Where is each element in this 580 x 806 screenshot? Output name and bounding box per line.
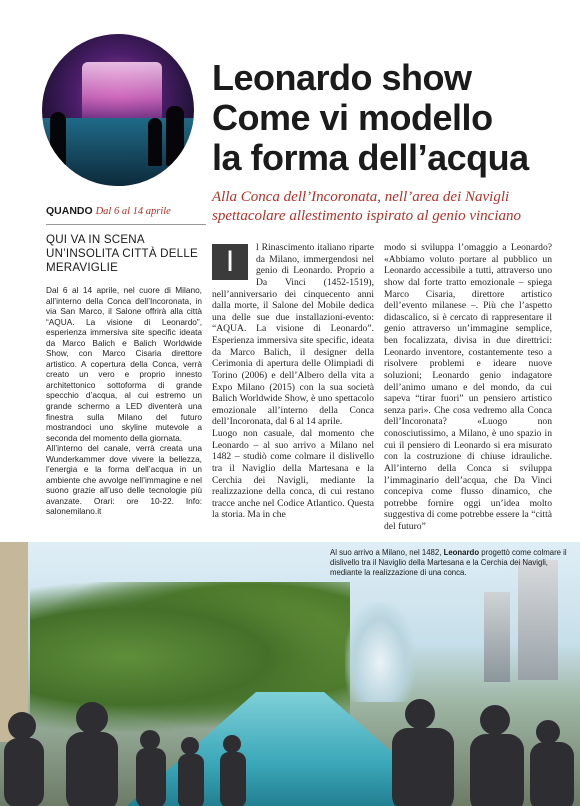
article-paragraph: modo si sviluppa l’omaggio a Leonardo? «Abbiamo voluto portare al pubblico un Leonardo accessibile a tutti, attraverso uno show dal forte tratto emozionale – spiega Marco Cisaria, direttore artistico dell’evento milanese –. Più che l’aspetto didascalico, si è cercato di rappresentare il genio attraverso un’immagine semplice, ben focalizzata, divisa in due direttrici: Leonardo inventore, costantemente teso a risolvere problemi e ideare nuove soluzioni; Leonardo genio indagatore dell’animo umano e del mondo, da cui sapeva “tirar fuori” un pensiero artistico senza pari». Che cosa vedremo alla Conca dell’Incoronata? «Luogo non conosciutissimo, a Milano, è uno spazio in cui il pensiero di Leonardo si era misurato con la costruzione di chiuse idrauliche. All’interno della Conca si sviluppa l’immaginario dell’acqua, che Da Vinci concepiva come flusso dinamico, che potrebbe fornire oggi un’idea molto suggestiva di come potrebbe essere la “città del futuro”: [384, 242, 552, 532]
article-headline: [212, 58, 567, 178]
skyscraper: [484, 592, 510, 682]
when-value: Dal 6 al 14 aprile: [95, 206, 171, 217]
naviglio-rendering-image: [0, 542, 580, 806]
caption-bold: Leonardo: [443, 548, 480, 557]
caption-text: progettò come colmare il dislivello tra il Naviglio della Martesana e la Cerchia dei Navigli, mediante la realizzazione di una conca.: [330, 548, 567, 577]
article-column-1: [212, 242, 374, 521]
headline-line: Leonardo show: [212, 57, 472, 98]
article-subhead: Alla Conca dell’Incoronata, nell’area dei Navigli spettacolare allestimento ispirato al genio vinciano: [212, 189, 521, 224]
futuristic-structure: [345, 602, 415, 702]
when-line: [46, 205, 206, 217]
when-label: QUANDO: [46, 205, 93, 217]
headline-line: la forma dell’acqua: [212, 137, 529, 178]
visitor-silhouette: [50, 112, 66, 166]
article-column-2: [384, 242, 552, 533]
sidebar-paragraph: All’interno del canale, verrà creata una Wunderkammer dove vivere la bellezza, l’energia e la forma dell’acqua in un ambiente che avvolge nell’immagine e nel suono grazie all’uso delle tecnologie più avanzate. Orari: ore 10-22. Info: salonemilano.it: [46, 443, 202, 517]
visitor-silhouette: [148, 118, 162, 166]
led-skyline-screen: [82, 62, 162, 122]
sidebar-body: [46, 285, 202, 517]
sidebar-divider: [46, 224, 206, 225]
visitor-silhouette: [166, 106, 184, 166]
caption-text: Al suo arrivo a Milano, nel 1482,: [330, 548, 444, 557]
sidebar-title: QUI VA IN SCENA UN’INSOLITA CITTÀ DELLE MERAVIGLIE: [46, 233, 198, 274]
headline-line: Come vi modello: [212, 97, 493, 138]
crowd-silhouettes: [0, 696, 580, 806]
circular-event-photo: [42, 34, 194, 186]
sidebar-paragraph: Dal 6 al 14 aprile, nel cuore di Milano, all’interno della Conca dell’Incoronata, in via San Marco, il Salone offrirà alla città “AQUA. La visione di Leonardo”, esperienza immersiva site specific ideata da Marco Balich e Balich Worldwide Show, con Marco Cisaria direttore artistico. A copertura della Conca, verrà creato un vero e proprio innesto architettonico sottoforma di grande specchio d’acqua, al cui estremo un grande schermo a LED diventerà una finestra sulla Milano del futuro mostrandoci uno skyline mutevole a seconda del momento della giornata.: [46, 285, 202, 443]
image-caption: [330, 548, 568, 578]
skyscraper: [518, 560, 558, 680]
article-paragraph: l Rinascimento italiano riparte da Milano, immergendosi nel genio di Leonardo. Proprio a Da Vinci (1452-1519), nell’anniversario dei cinquecento anni dalla morte, il Salone del Mobile dedica una delle sue due installazioni-evento: “AQUA. La visione di Leonardo”. Esperienza immersiva site specific, ideata da Marco Balich, il designer della Cerimonia di apertura delle Olimpiadi di Torino (2006) e dell’Albero della vita a Expo Milano (2015) con la sua società Balich Worldwide Show, è uno spettacolo emozionale all’interno della Conca dell’Incoronata, dal 6 al 14 aprile.: [212, 242, 374, 428]
drop-cap: I: [212, 244, 248, 280]
article-paragraph: Luogo non casuale, dal momento che Leonardo – al suo arrivo a Milano nel 1482 – studiò come colmare il dislivello tra il Naviglio della Martesana e la Cerchia dei Navigli, mediante la realizzazione della conca, di cui restano tracce anche nel Codice Atlantico. Questa la storia. Ma in che: [212, 428, 374, 521]
